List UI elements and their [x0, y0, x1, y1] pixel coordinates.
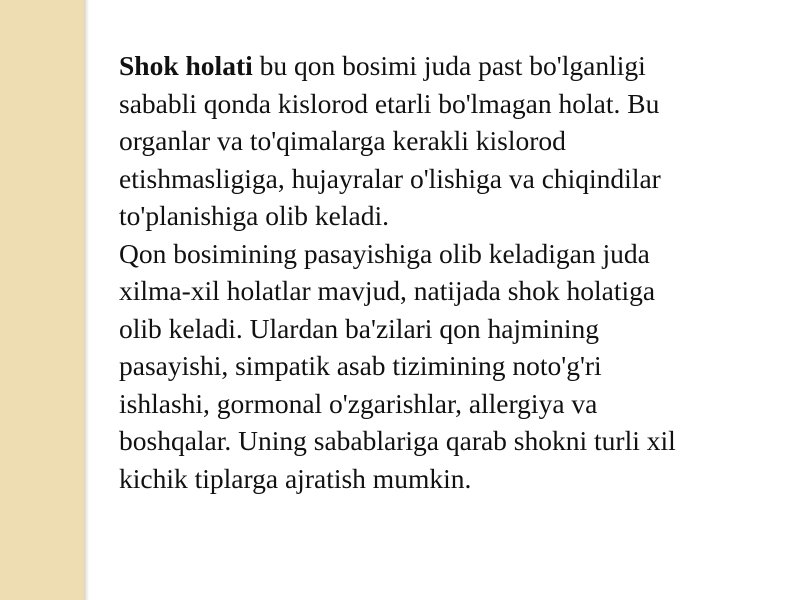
paragraph-1-line-1	[119, 47, 769, 85]
paragraph-1-line-2: sababli qonda kislorod etarli bo'lmagan holat. Bu	[119, 87, 660, 119]
paragraph-2-line-3: olib keladi. Ulardan ba'zilari qon hajmining	[119, 312, 599, 344]
paragraph-2-line-2: xilma-xil holatlar mavjud, natijada shok holatiga	[119, 275, 656, 306]
decorative-side-band	[0, 0, 84, 600]
paragraph-2-line-6: boshqalar. Uning sabablariga qarab shokni turli xil	[119, 425, 676, 456]
paragraph-2-line-4: pasayishi, simpatik asab tizimining noto'g'ri	[119, 350, 602, 381]
term-shok-holati: Shok holati	[119, 50, 253, 81]
paragraph-1-line-1-text: bu qon bosimi juda past bo'lganligi	[252, 50, 646, 81]
paragraph-2-line-1: Qon bosimining pasayishiga olib keladigan juda	[119, 237, 650, 269]
paragraph-2-line-5: ishlashi, gormonal o'zgarishlar, allergiya va	[119, 387, 598, 419]
paragraph-1-line-4: etishmasligiga, hujayralar o'lishiga va chiqindilar	[119, 162, 661, 194]
paragraph-1-line-3: organlar va to'qimalarga kerakli kislorod	[119, 125, 566, 156]
paragraph-1-line-5: to'planishiga olib keladi.	[119, 200, 389, 231]
paragraph-2-line-7: kichik tiplarga ajratish mumkin.	[119, 462, 472, 494]
slide-text-body	[119, 47, 769, 497]
side-band-shadow	[84, 0, 89, 600]
